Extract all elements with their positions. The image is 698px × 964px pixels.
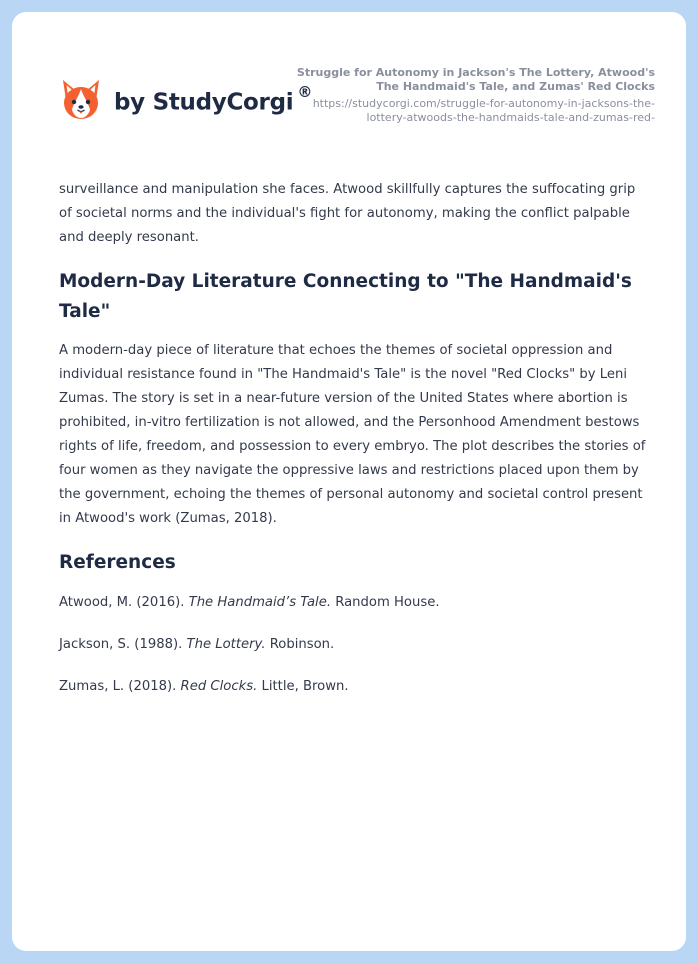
- document-url[interactable]: https://studycorgi.com/struggle-for-autonomy-in-jacksons-the-lottery-atwoods-the-handmaids-tale-and-zumas-red-: [312, 97, 655, 124]
- section-heading: Modern-Day Literature Connecting to "The Handmaid's Tale": [59, 271, 632, 322]
- section-paragraph: A modern-day piece of literature that echoes the themes of societal oppression and individual resistance found in "The Handmaid's Tale" is the novel "Red Clocks" by Leni Zumas. The story is set in a near-future version of the United States where abortion is prohibited, in-vitro fertilization is not allowed, and the Personhood Amendment bestows rights of life, freedom, and possession to every embryo. The plot describes the stories of four women as they navigate the oppressive laws and restrictions placed upon them by the government, echoing the themes of personal autonomy and societal control present in Atwood's work (Zumas, 2018).: [59, 343, 646, 526]
- reference-title: The Lottery.: [186, 637, 266, 652]
- reference-title: The Handmaid’s Tale.: [188, 595, 332, 610]
- reference-item: Jackson, S. (1988). The Lottery. Robinson.: [59, 637, 335, 652]
- references-heading: References: [59, 552, 176, 573]
- corgi-icon: [60, 76, 102, 122]
- registered-mark: ®: [297, 82, 313, 101]
- intro-paragraph: surveillance and manipulation she faces. Atwood skillfully captures the suffocating grip of societal norms and the individual's fight for autonomy, making the conflict palpable and deeply resonant.: [59, 182, 636, 245]
- reference-title: Red Clocks.: [180, 679, 258, 694]
- document-page: [12, 12, 686, 951]
- studycorgi-logo[interactable]: [60, 76, 312, 122]
- reference-item: Atwood, M. (2016). The Handmaid’s Tale. Random House.: [59, 595, 440, 610]
- document-meta: [295, 66, 655, 125]
- document-title: Struggle for Autonomy in Jackson's The Lottery, Atwood's The Handmaid's Tale, and Zumas' Red Clocks: [296, 66, 655, 93]
- document-body: [59, 178, 649, 696]
- brand-name: by StudyCorgi ®: [114, 82, 313, 116]
- reference-item: Zumas, L. (2018). Red Clocks. Little, Brown.: [59, 679, 349, 694]
